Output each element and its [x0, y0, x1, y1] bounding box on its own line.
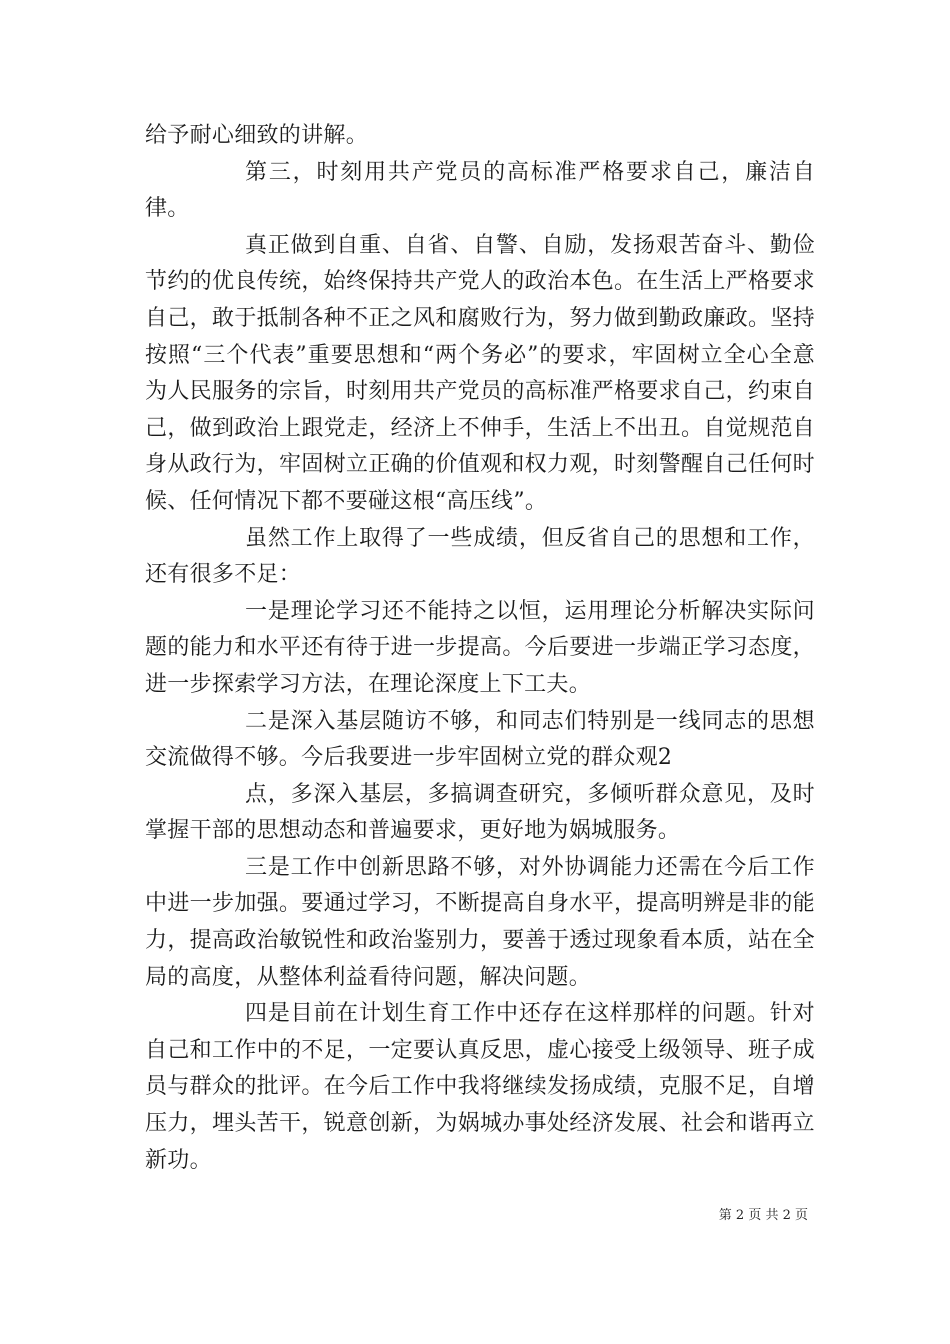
paragraph-5: 一是理论学习还不能持之以恒，运用理论分析解决实际问题的能力和水平还有待于进一步提高。今后要进一步端正学习态度，进一步探索学习方法，在理论深度上下工夫。: [145, 598, 815, 697]
paragraph-7: 点，多深入基层，多搞调查研究，多倾听群众意见，及时掌握干部的思想动态和普遍要求，更好地为娲城服务。: [145, 781, 815, 844]
paragraph-1: 给予耐心细致的讲解。: [145, 123, 369, 148]
page-number: 第 2 页 共 2 页: [718, 1208, 808, 1223]
paragraph-2: 第三，时刻用共产党员的高标准严格要求自己，廉洁自律。: [145, 159, 815, 222]
paragraph-6: 二是深入基层随访不够，和同志们特别是一线同志的思想交流做得不够。今后我要进一步牢固树立党的群众观2: [145, 708, 815, 771]
paragraph-9: 四是目前在计划生育工作中还存在这样那样的问题。针对自己和工作中的不足，一定要认真反思，虚心接受上级领导、班子成员与群众的批评。在今后工作中我将继续发扬成绩，克服不足，自增压力，埋头苦干，锐意创新，为娲城办事处经济发展、社会和谐再立新功。: [145, 1001, 815, 1173]
paragraph-4: 虽然工作上取得了一些成绩，但反省自己的思想和工作，还有很多不足：: [145, 525, 815, 588]
document-body: [145, 118, 815, 1179]
paragraph-8: 三是工作中创新思路不够，对外协调能力还需在今后工作中进一步加强。要通过学习，不断提高自身水平，提高明辨是非的能力，提高政治敏锐性和政治鉴别力，要善于透过现象看本质，站在全局的高度，从整体利益看待问题，解决问题。: [145, 854, 815, 990]
paragraph-3: 真正做到自重、自省、自警、自励，发扬艰苦奋斗、勤俭节约的优良传统，始终保持共产党人的政治本色。在生活上严格要求自己，敢于抵制各种不正之风和腐败行为，努力做到勤政廉政。坚持按照“三个代表”重要思想和“两个务必”的要求，牢固树立全心全意为人民服务的宗旨，时刻用共产党员的高标准严格要求自己，约束自己，做到政治上跟党走，经济上不伸手，生活上不出丑。自觉规范自身从政行为，牢固树立正确的价值观和权力观，时刻警醒自己任何时候、任何情况下都不要碰这根“高压线”。: [145, 232, 815, 514]
